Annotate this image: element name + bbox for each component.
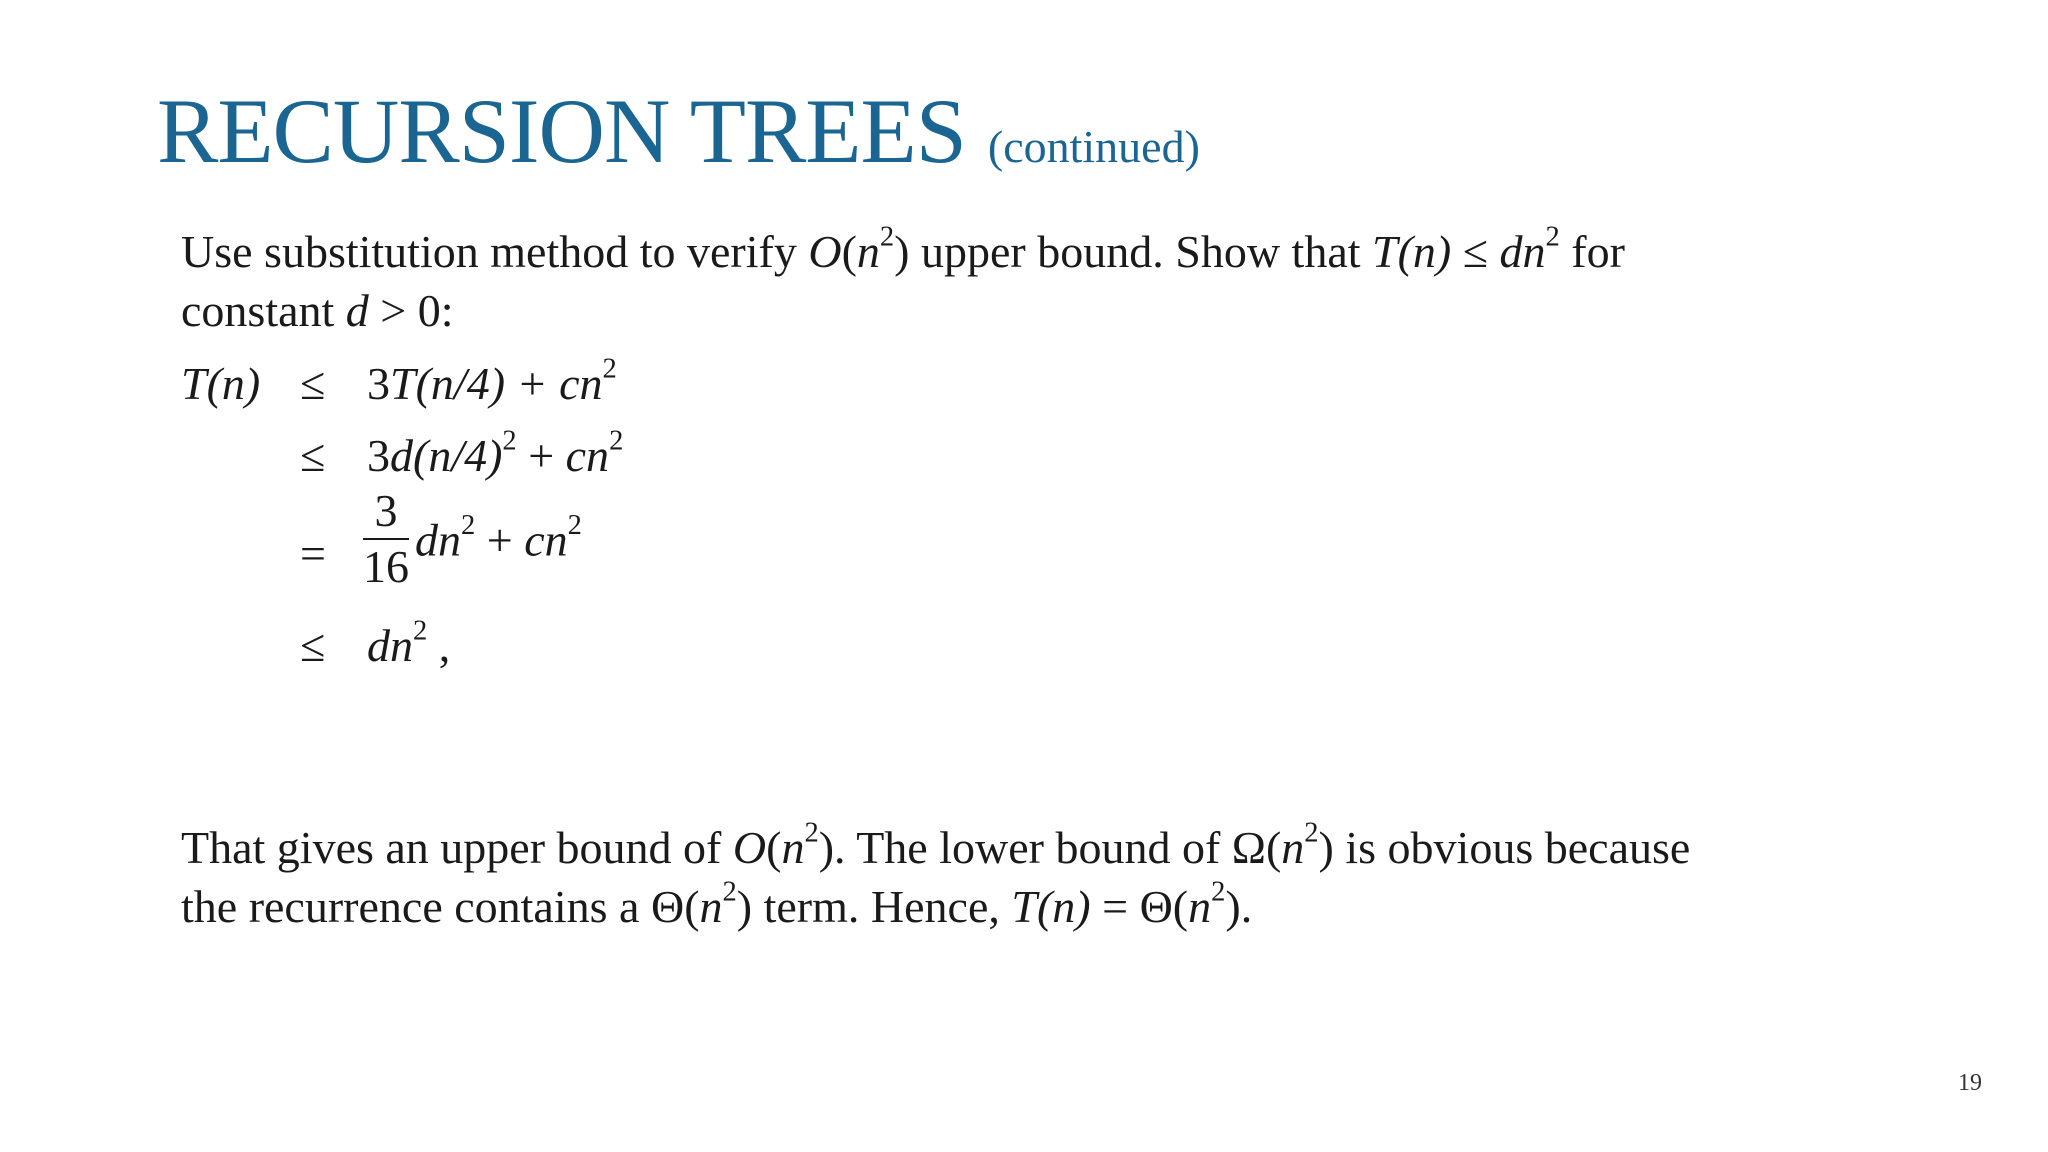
plus: + [475,514,525,566]
comma: , [427,620,451,671]
exponent: 2 [1304,817,1319,849]
var-d: d [390,430,413,481]
paren: ( [841,226,857,277]
exponent: 2 [1545,221,1560,253]
exponent: 2 [722,876,737,908]
var-n: n [856,226,880,277]
var-cn: cn [565,430,610,481]
paren: ( [766,822,782,873]
big-o-symbol: O [808,226,842,277]
fraction-bar [363,538,409,540]
var-d: d [345,285,369,336]
title-main: RECURSION TREES [157,80,966,182]
exponent: 2 [879,221,895,253]
term: (n/4) [413,430,503,481]
var-n: n [781,822,805,873]
numerator: 3 [374,485,398,536]
exponent: 2 [609,425,624,457]
var-n: n [1188,881,1212,932]
relation-symbol: = [300,528,326,579]
conclusion-text: ) term. Hence, [736,881,1012,932]
paren: ) [894,226,910,277]
coef: 3 [367,358,390,409]
var-T: T [181,358,207,409]
var-n: n [1281,822,1305,873]
intro-text: Use substitution method to verify [181,226,809,277]
var-T: T [1011,881,1037,932]
var-dn: dn [415,514,461,566]
exponent: 2 [1211,876,1226,908]
term: (n/4) + [415,358,560,409]
big-o-symbol: O [732,822,767,873]
slide-title [157,78,1200,184]
derivation-row-4 [367,615,451,671]
fraction [363,486,409,592]
exponent: 2 [502,425,517,457]
arg-n: (n) [1036,881,1091,932]
relation-symbol: ≤ [300,620,326,671]
title-subtitle: (continued) [987,121,1200,172]
var-T: T [1372,226,1398,277]
derivation-row-2 [367,425,624,481]
page-number: 19 [1958,1070,1982,1096]
var-dn: dn [367,620,413,671]
plus: + [516,430,566,481]
intro-text: constant [181,285,346,336]
conclusion-text: ) is obvious because [1318,822,1691,873]
leq-symbol: ≤ [1451,226,1500,277]
theta-symbol: Θ [1139,881,1173,932]
intro-text: for [1559,226,1625,277]
conclusion-paragraph [181,818,1690,936]
exponent: 2 [461,510,476,542]
conclusion-text: ). [1225,881,1253,932]
coef: 3 [367,430,390,481]
derivation-row-1 [367,353,617,409]
derivation-lhs [181,358,261,409]
paren: ( [1172,881,1189,932]
paren: ( [1265,822,1282,873]
exponent: 2 [804,817,819,849]
exponent: 2 [413,615,428,647]
var-n: n [699,881,723,932]
relation-symbol: ≤ [300,430,326,481]
paren: ( [684,881,700,932]
arg-n: (n) [1397,226,1452,277]
equals: = [1090,881,1140,932]
denominator: 16 [363,541,409,592]
relation-symbol: ≤ [300,358,326,409]
intro-paragraph [181,222,1625,340]
theta-symbol: Θ [650,881,685,932]
exponent: 2 [567,510,582,542]
omega-symbol: Ω [1231,822,1266,873]
conclusion-text: ). The lower bound of [818,822,1232,873]
var-dn: dn [1499,226,1546,277]
var-cn: cn [524,514,568,566]
arg-n: (n) [206,358,261,409]
derivation-row-3 [363,485,582,598]
intro-text: upper bound. Show that [909,226,1373,277]
var-cn: cn [559,358,603,409]
intro-text: > 0: [368,285,454,336]
conclusion-text: the recurrence contains a [181,881,651,932]
var-T: T [390,358,416,409]
conclusion-text: That gives an upper bound of [181,822,733,873]
exponent: 2 [602,353,617,385]
